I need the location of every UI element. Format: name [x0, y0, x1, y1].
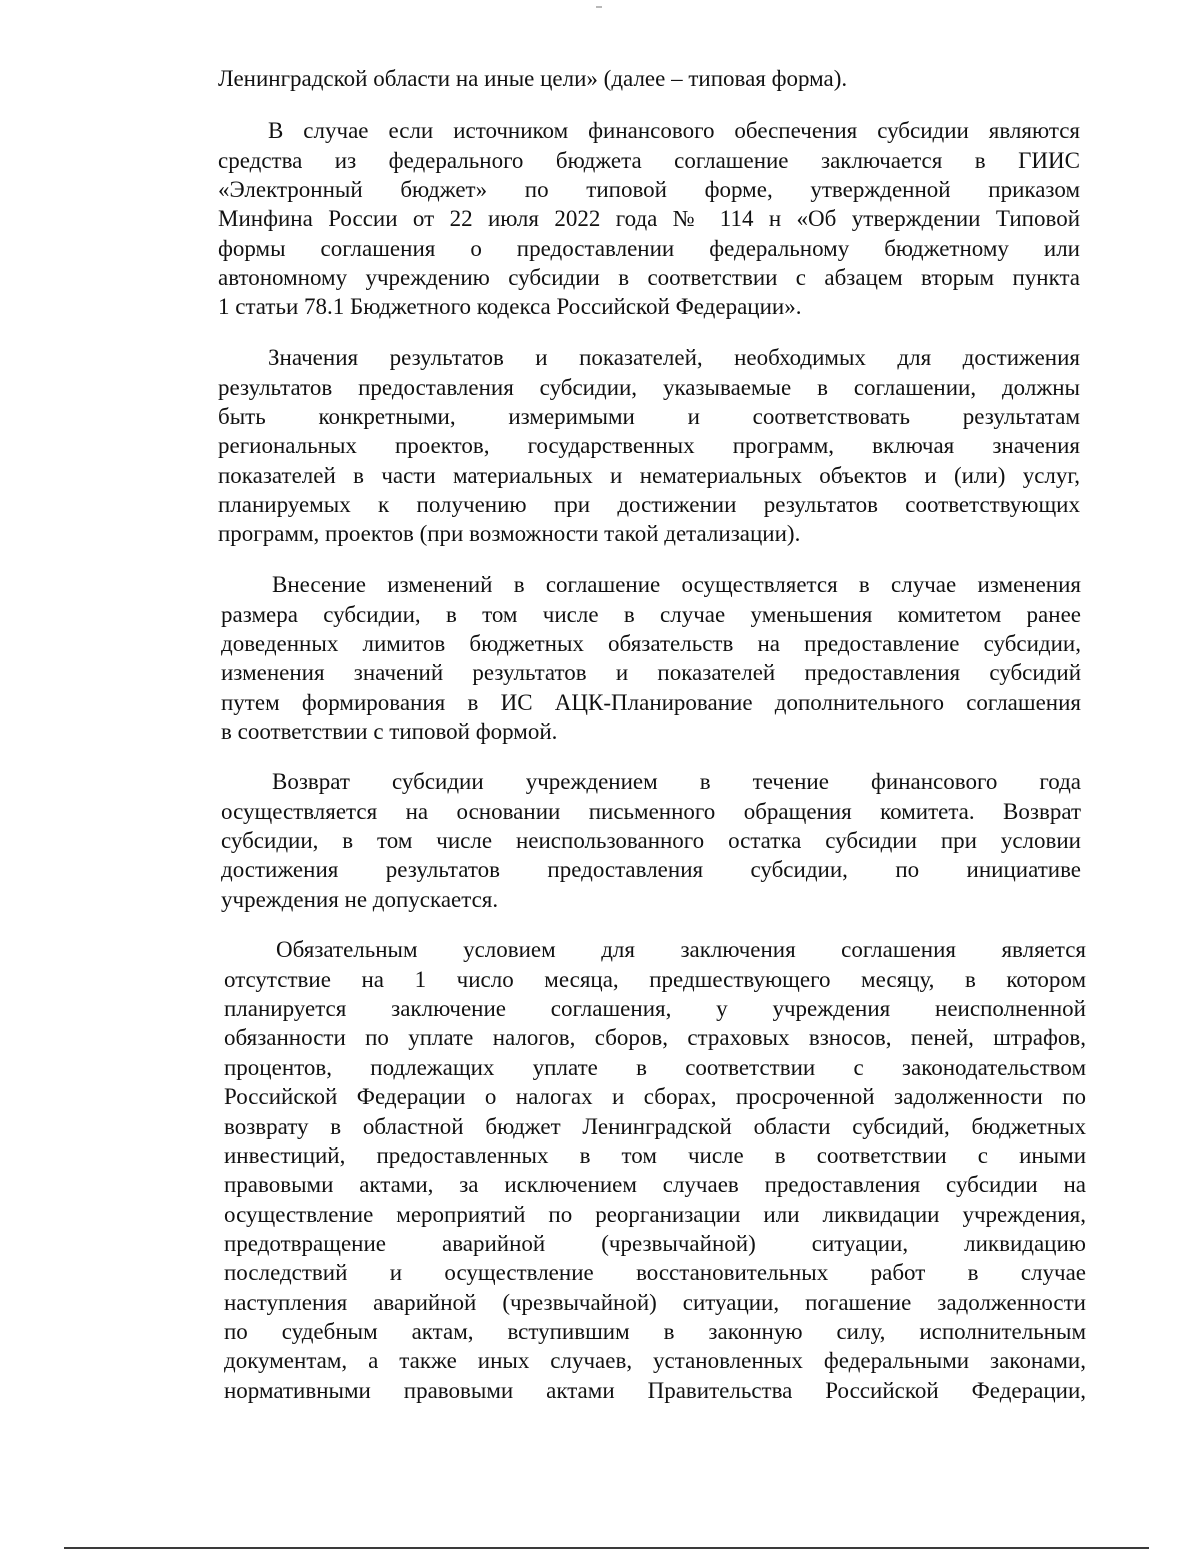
text-line: планируемых к получению при достижении результатов соответствующих	[218, 492, 1080, 517]
text-line: Возврат субсидии учреждением в течение финансового года	[272, 769, 1081, 794]
text-line: 1 статьи 78.1 Бюджетного кодекса Российской Федерации».	[218, 294, 802, 319]
text-line: изменения значений результатов и показателей предоставления субсидий	[221, 660, 1081, 685]
text-line: Минфина России от 22 июля 2022 года № 114 н «Об утверждении Типовой	[218, 206, 1080, 231]
text-line: Значения результатов и показателей, необходимых для достижения	[268, 345, 1080, 370]
text-line: по судебным актам, вступившим в законную силу, исполнительным	[224, 1319, 1086, 1344]
text-line: наступления аварийной (чрезвычайной) ситуации, погашение задолженности	[224, 1290, 1086, 1315]
text-line: Обязательным условием для заключения соглашения является	[276, 937, 1086, 962]
text-line: обязанности по уплате налогов, сборов, страховых взносов, пеней, штрафов,	[224, 1025, 1086, 1050]
text-line: правовыми актами, за исключением случаев предоставления субсидии на	[224, 1172, 1086, 1197]
text-line: «Электронный бюджет» по типовой форме, утвержденной приказом	[218, 177, 1080, 202]
text-line: формы соглашения о предоставлении федеральному бюджетному или	[218, 236, 1080, 261]
text-line: предотвращение аварийной (чрезвычайной) ситуации, ликвидацию	[224, 1231, 1086, 1256]
text-line: автономному учреждению субсидии в соответствии с абзацем вторым пункта	[218, 265, 1080, 290]
text-line: учреждения не допускается.	[221, 887, 499, 912]
text-line: В случае если источником финансового обеспечения субсидии являются	[268, 118, 1080, 143]
text-line: путем формирования в ИС АЦК-Планирование дополнительного соглашения	[221, 690, 1081, 715]
text-line: отсутствие на 1 число месяца, предшествующего месяцу, в котором	[224, 967, 1086, 992]
text-line: возврату в областной бюджет Ленинградской области субсидий, бюджетных	[224, 1114, 1086, 1139]
text-line: в соответствии с типовой формой.	[221, 719, 558, 744]
text-line: процентов, подлежащих уплате в соответствии с законодательством	[224, 1055, 1086, 1080]
text-line: результатов предоставления субсидии, указываемые в соглашении, должны	[218, 375, 1080, 400]
text-line: быть конкретными, измеримыми и соответствовать результатам	[218, 404, 1080, 429]
text-line: субсидии, в том числе неиспользованного остатка субсидии при условии	[221, 828, 1081, 853]
text-line: достижения результатов предоставления субсидии, по инициативе	[221, 857, 1081, 882]
text-line: инвестиций, предоставленных в том числе в соответствии с иными	[224, 1143, 1086, 1168]
text-line: Внесение изменений в соглашение осуществляется в случае изменения	[272, 572, 1081, 597]
text-line: нормативными правовыми актами Правительства Российской Федерации,	[224, 1378, 1086, 1403]
text-line: Российской Федерации о налогах и сборах, просроченной задолженности по	[224, 1084, 1086, 1109]
text-line: последствий и осуществление восстановительных работ в случае	[224, 1260, 1086, 1285]
text-line: доведенных лимитов бюджетных обязательств на предоставление субсидии,	[221, 631, 1081, 656]
text-line: осуществляется на основании письменного обращения комитета. Возврат	[221, 799, 1081, 824]
scan-mark	[596, 6, 602, 8]
text-line: осуществление мероприятий по реорганизации или ликвидации учреждения,	[224, 1202, 1086, 1227]
text-line: размера субсидии, в том числе в случае уменьшения комитетом ранее	[221, 602, 1081, 627]
text-line: средства из федерального бюджета соглашение заключается в ГИИС	[218, 148, 1080, 173]
text-line: Ленинградской области на иные цели» (далее – типовая форма).	[218, 66, 848, 91]
text-line: документам, а также иных случаев, установленных федеральными законами,	[224, 1348, 1086, 1373]
page-bottom-rule	[64, 1547, 1149, 1549]
text-line: программ, проектов (при возможности такой детализации).	[218, 521, 801, 546]
text-line: планируется заключение соглашения, у учреждения неисполненной	[224, 996, 1086, 1021]
text-line: показателей в части материальных и нематериальных объектов и (или) услуг,	[218, 463, 1080, 488]
text-line: региональных проектов, государственных программ, включая значения	[218, 433, 1080, 458]
